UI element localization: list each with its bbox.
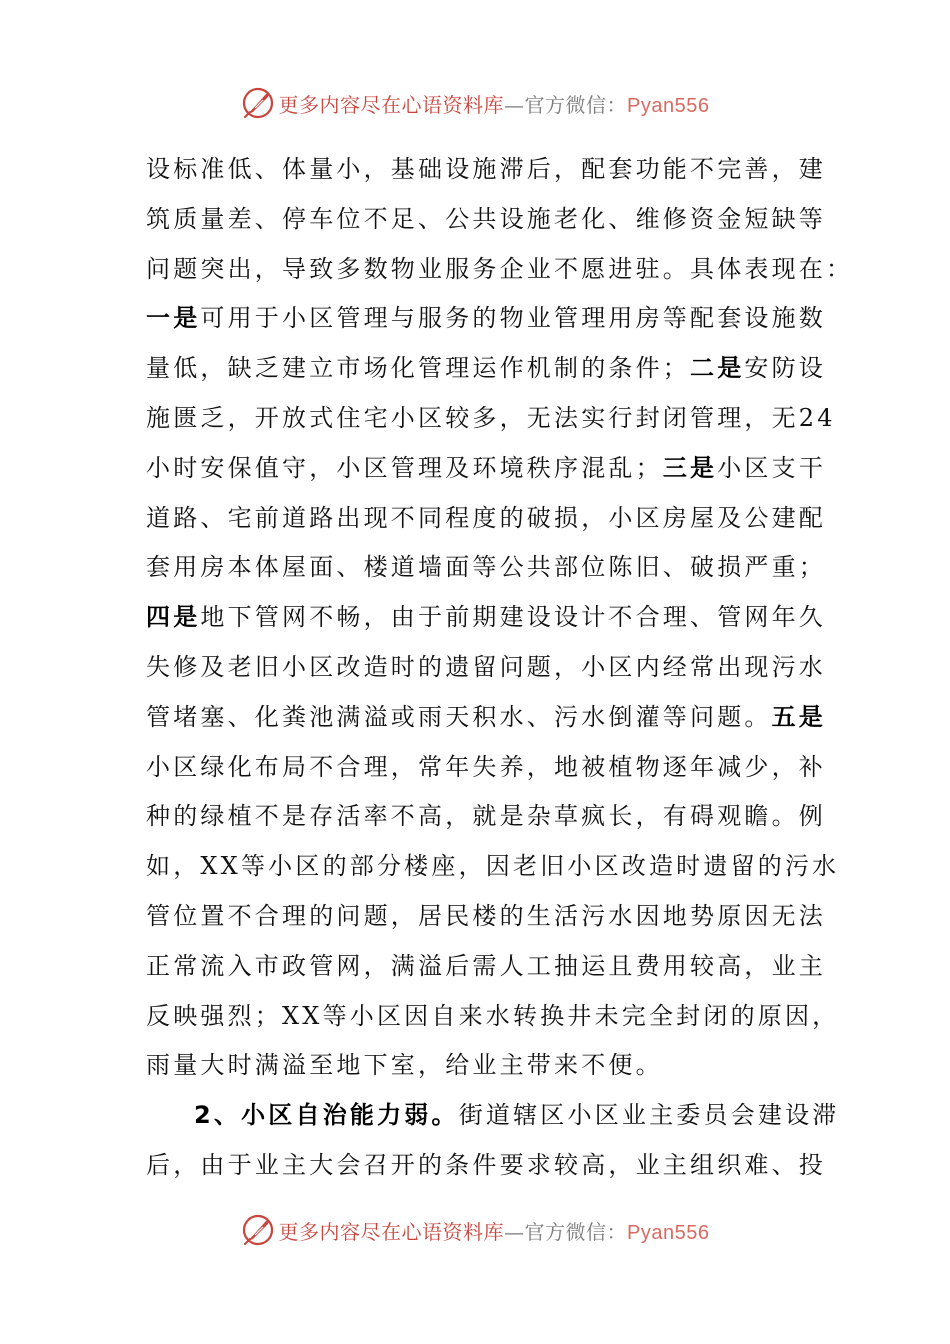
banner-official: 官方微信： xyxy=(524,1219,628,1244)
body-text: 小时安保值守，小区管理及环境秩序混乱； xyxy=(146,453,663,482)
body-text: 地下管网不畅，由于前期建设设计不合理、管网年久 xyxy=(200,603,827,632)
text-line xyxy=(146,245,854,295)
text-line xyxy=(146,344,827,394)
body-text: 施匮乏，开放式住宅小区较多，无法实行封闭管理，无24 xyxy=(146,403,836,432)
body-text: 小区绿化布局不合理，常年失养，地被植物逐年减少，补 xyxy=(146,752,826,781)
text-line xyxy=(146,792,826,842)
bold-lead-text: 五是 xyxy=(771,702,827,731)
body-text: 管位置不合理的问题，居民楼的生活污水因地势原因无法 xyxy=(146,901,826,930)
text-line xyxy=(146,145,826,195)
body-text: 量低，缺乏建立市场化管理运作机制的条件； xyxy=(146,354,690,383)
body-text: 雨量大时满溢至地下室，给业主带来不便。 xyxy=(146,1051,663,1080)
text-line xyxy=(146,1141,826,1191)
banner-brand: 更多内容尽在心语资料库 xyxy=(278,92,505,117)
text-line xyxy=(146,842,840,892)
body-text: 正常流入市政管网，满溢后需人工抽运且费用较高，业主 xyxy=(146,951,826,980)
quill-logo-icon xyxy=(241,1213,275,1247)
banner-official: 官方微信： xyxy=(524,92,628,117)
body-text: 小区支干 xyxy=(717,453,827,482)
body-text: 反映强烈；XX等小区因自来水转换井未完全封闭的原因， xyxy=(146,1001,840,1030)
text-line xyxy=(146,743,826,793)
text-line xyxy=(146,195,826,245)
bold-lead-text: 一是 xyxy=(146,304,201,333)
text-line xyxy=(146,394,836,444)
banner-dash: — xyxy=(504,92,525,117)
text-line xyxy=(146,942,826,992)
body-text: 道路、宅前道路出现不同程度的破损，小区房屋及公建配 xyxy=(146,503,826,532)
body-text: 套用房本体屋面、楼道墙面等公共部位陈旧、破损严重； xyxy=(146,553,826,582)
body-text: 设标准低、体量小，基础设施滞后，配套功能不完善，建 xyxy=(146,155,826,183)
bold-lead-text: 三是 xyxy=(662,453,718,482)
header-watermark-banner xyxy=(0,83,950,123)
body-text: 可用于小区管理与服务的物业管理用房等配套设施数 xyxy=(200,304,827,333)
text-line xyxy=(146,1041,796,1091)
banner-wechat-id: Pyan556 xyxy=(627,1221,710,1244)
text-line xyxy=(146,294,827,344)
body-text: 管堵塞、化粪池满溢或雨天积水、污水倒灌等问题。 xyxy=(146,702,772,731)
banner-dash: — xyxy=(504,1219,525,1244)
footer-watermark-banner xyxy=(0,1210,950,1250)
text-line xyxy=(146,693,827,743)
text-line xyxy=(146,494,826,544)
body-text: 街道辖区小区业主委员会建设滞 xyxy=(458,1101,840,1130)
document-body xyxy=(146,145,854,1191)
body-text: 失修及老旧小区改造时的遗留问题，小区内经常出现污水 xyxy=(146,652,826,681)
body-text: 种的绿植不是存活率不高，就是杂草疯长，有碍观瞻。例 xyxy=(146,802,826,831)
banner-brand: 更多内容尽在心语资料库 xyxy=(278,1219,505,1244)
text-line xyxy=(146,1091,840,1141)
text-line xyxy=(146,992,840,1042)
banner-text xyxy=(279,89,710,118)
body-text: 安防设 xyxy=(744,354,827,383)
text-line xyxy=(146,444,827,494)
bold-lead-text: 2、小区自治能力弱。 xyxy=(194,1101,459,1130)
bold-lead-text: 二是 xyxy=(690,354,745,383)
text-line xyxy=(146,892,826,942)
body-text: 如，XX等小区的部分楼座，因老旧小区改造时遗留的污水 xyxy=(146,852,840,881)
quill-logo-icon xyxy=(241,86,275,120)
banner-text xyxy=(279,1216,710,1245)
text-line xyxy=(146,543,826,593)
body-text: 问题突出，导致多数物业服务企业不愿进驻。具体表现在： xyxy=(146,254,854,283)
banner-wechat-id: Pyan556 xyxy=(627,94,710,117)
bold-lead-text: 四是 xyxy=(146,603,201,632)
body-text: 后，由于业主大会召开的条件要求较高，业主组织难、投 xyxy=(146,1150,826,1179)
text-line xyxy=(146,643,826,693)
text-line xyxy=(146,593,827,643)
body-text: 筑质量差、停车位不足、公共设施老化、维修资金短缺等 xyxy=(146,204,826,233)
